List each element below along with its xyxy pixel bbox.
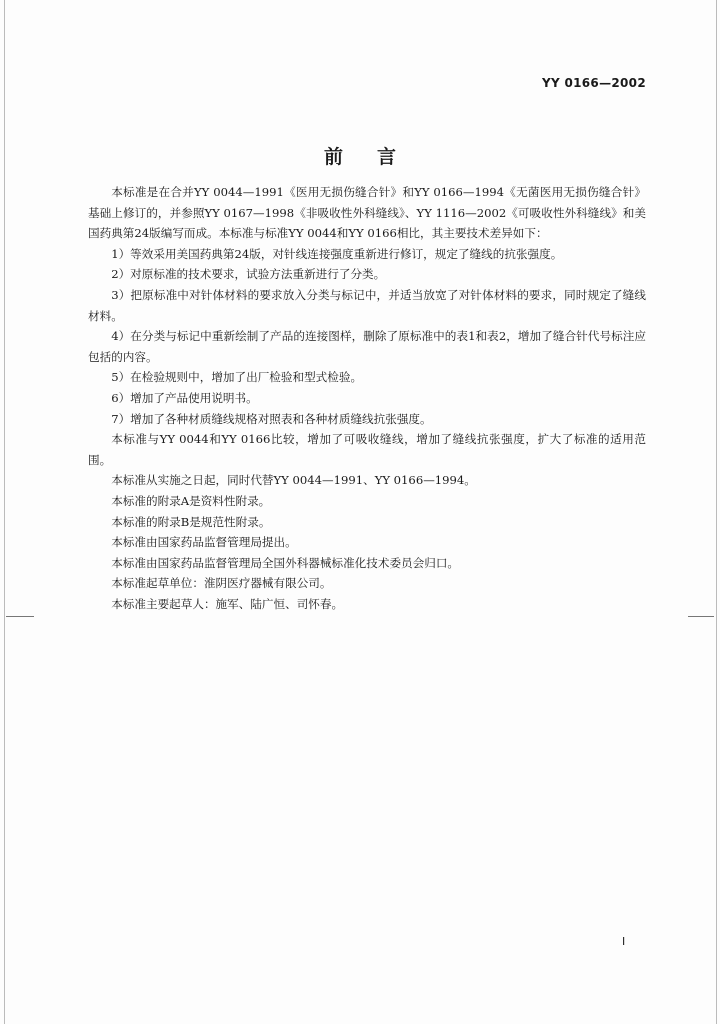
- paragraph-appendix-a: 本标准的附录A是资料性附录。: [111, 493, 271, 508]
- paragraph-diff-3: 3）把原标准中对针体材料的要求放入分类与标记中，并适当放宽了对针体材料的要求，同时规定了缝线材料。: [88, 287, 646, 323]
- paragraph-diff-4: 4）在分类与标记中重新绘制了产品的连接图样，删除了原标准中的表1和表2，增加了缝合针代号标注应包括的内容。: [88, 329, 646, 364]
- paragraph-proposer: 本标准由国家药品监督管理局提出。: [111, 535, 297, 550]
- paragraph-diff-5: 5）在检验规则中，增加了出厂检验和型式检验。: [111, 370, 363, 385]
- paragraph-intro: 本标准是在合并YY 0044—1991《医用无损伤缝合针》和YY 0166—1994《无菌医用无损伤缝合针》基础上修订的，并参照YY 0167—1998《非吸收性外科缝线》、YY 1116—2002《可吸收性外科缝线》和美国药典第24版编写而成。本标准与标准YY 0044和YY 0166相比，其主要技术差异如下：: [88, 185, 646, 241]
- paragraph-drafters: 本标准主要起草人：施军、陆广恒、司怀春。: [111, 596, 344, 611]
- page-number: I: [622, 935, 626, 948]
- margin-mark-right: [688, 616, 714, 617]
- paragraph-diff-7: 7）增加了各种材质缝线规格对照表和各种材质缝线抗张强度。: [111, 411, 432, 426]
- paragraph-replacement: 本标准从实施之日起，同时代替YY 0044—1991、YY 0166—1994。: [111, 473, 476, 488]
- paragraph-appendix-b: 本标准的附录B是规范性附录。: [111, 514, 271, 529]
- paragraph-diff-6: 6）增加了产品使用说明书。: [111, 390, 258, 405]
- paragraph-drafting-unit: 本标准起草单位：淮阴医疗器械有限公司。: [111, 576, 332, 591]
- page-title: 前言: [323, 146, 430, 168]
- paragraph-comparison: 本标准与YY 0044和YY 0166比较，增加了可吸收缝线，增加了缝线抗张强度，扩大了标准的适用范围。: [88, 432, 646, 467]
- paragraph-committee: 本标准由国家药品监督管理局全国外科器械标准化技术委员会归口。: [111, 555, 460, 570]
- paragraph-diff-1: 1）等效采用美国药典第24版，对针线连接强度重新进行修订，规定了缝线的抗张强度。: [111, 246, 563, 261]
- margin-mark-left: [6, 616, 34, 617]
- standard-number: YY 0166—2002: [542, 76, 646, 90]
- document-body: [88, 182, 646, 614]
- paragraph-diff-2: 2）对原标准的技术要求，试验方法重新进行了分类。: [111, 267, 386, 282]
